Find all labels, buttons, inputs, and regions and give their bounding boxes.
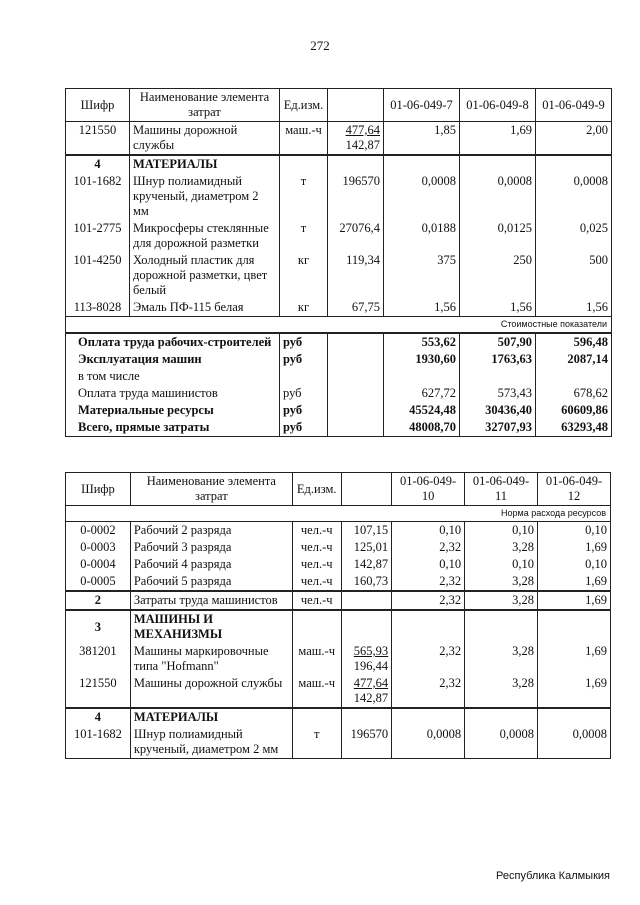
row-code: 0-0005: [66, 573, 131, 591]
table-row: [66, 122, 612, 156]
table-header: [66, 89, 612, 122]
cost-unit: [280, 368, 328, 385]
row-value: 500: [536, 252, 612, 299]
row-name: Рабочий 3 разряда: [130, 539, 292, 556]
row-price: 27076,4: [328, 220, 384, 252]
row-price: 142,87: [341, 556, 392, 573]
row-name: Эмаль ПФ-115 белая: [130, 299, 280, 317]
price-bottom: 142,87: [353, 691, 389, 705]
price-top: 565,93: [353, 644, 389, 658]
cost-name: Всего, прямые затраты: [66, 419, 280, 437]
table-header: [66, 473, 611, 506]
cost-name: Материальные ресурсы: [66, 402, 280, 419]
section-code: 4: [66, 708, 131, 726]
header-price: [341, 473, 392, 506]
header-price: [328, 89, 384, 122]
cost-value: 678,62: [536, 385, 612, 402]
row-unit: чел.-ч: [292, 539, 341, 556]
cost-name: Оплата труда машинистов: [66, 385, 280, 402]
row-price: 67,75: [328, 299, 384, 317]
table-row: [66, 556, 611, 573]
cost-label: Стоимостные показатели: [66, 317, 612, 334]
row-value: 0,10: [392, 556, 465, 573]
cost-value: 2087,14: [536, 351, 612, 368]
row-value: 0,0008: [460, 173, 536, 220]
row-price: 107,15: [341, 522, 392, 540]
row-name: Шнур полиамидный крученый, диаметром 2 мм: [130, 726, 292, 759]
row-value: 2,32: [392, 675, 465, 708]
row-value: 2,00: [536, 122, 612, 156]
row-value: 3,28: [465, 643, 538, 675]
table-row: [66, 643, 611, 675]
row-unit: кг: [280, 299, 328, 317]
cost-value: [536, 368, 612, 385]
page-number: 272: [310, 38, 330, 53]
row-value: 0,10: [465, 522, 538, 540]
row-value: 1,69: [538, 643, 611, 675]
table-row: [66, 522, 611, 540]
row-value: 0,025: [536, 220, 612, 252]
row-value: 0,10: [392, 522, 465, 540]
row-value: 1,56: [460, 299, 536, 317]
row-value: 1,69: [538, 591, 611, 610]
row-code: 101-1682: [66, 173, 130, 220]
row-unit: т: [280, 220, 328, 252]
row-unit: т: [280, 173, 328, 220]
cost-unit: руб: [280, 333, 328, 351]
row-code: 121550: [66, 122, 130, 156]
table-row-operators: [66, 591, 611, 610]
header-col-2: 01-06-049-8: [460, 89, 536, 122]
cost-value: 48008,70: [384, 419, 460, 437]
cost-row: [66, 402, 612, 419]
cost-value: 45524,48: [384, 402, 460, 419]
header-col-3: 01-06-049-9: [536, 89, 612, 122]
row-code: 101-2775: [66, 220, 130, 252]
cost-row: [66, 333, 612, 351]
row-value: 1,56: [536, 299, 612, 317]
row-unit: маш.-ч: [280, 122, 328, 156]
row-value: 0,10: [538, 556, 611, 573]
section-title: МАШИНЫ И МЕХАНИЗМЫ: [130, 610, 292, 643]
row-value: 0,0008: [465, 726, 538, 759]
cost-row: [66, 368, 612, 385]
header-name: Наименование элемента затрат: [130, 89, 280, 122]
footer-region: Республика Калмыкия: [496, 870, 610, 882]
section-code: 3: [66, 610, 131, 643]
row-value: 0,0008: [536, 173, 612, 220]
cost-value: 30436,40: [460, 402, 536, 419]
price-bottom: 196,44: [353, 659, 389, 673]
table-row: [66, 539, 611, 556]
row-price: 160,73: [341, 573, 392, 591]
row-value: 0,0008: [538, 726, 611, 759]
row-name: Шнур полиамидный крученый, диаметром 2 мм: [130, 173, 280, 220]
table-row: [66, 220, 612, 252]
header-code: Шифр: [66, 473, 131, 506]
row-value: 1,56: [384, 299, 460, 317]
row-unit: чел.-ч: [292, 573, 341, 591]
row-name: Микросферы стеклянные для дорожной разметки: [130, 220, 280, 252]
table-row: [66, 573, 611, 591]
header-code: Шифр: [66, 89, 130, 122]
row-value: 3,28: [465, 573, 538, 591]
table-row: [66, 252, 612, 299]
cost-row: [66, 419, 612, 437]
cost-name: Эксплуатация машин: [66, 351, 280, 368]
section-header-materials: [66, 155, 612, 173]
cost-name: в том числе: [66, 368, 280, 385]
row-price: [341, 675, 392, 708]
price-top: 477,64: [353, 676, 389, 690]
price-top: 477,64: [345, 123, 380, 137]
row-value: 2,32: [392, 539, 465, 556]
cost-row: [66, 385, 612, 402]
table-row: [66, 173, 612, 220]
cost-value: 573,43: [460, 385, 536, 402]
cost-value: 1930,60: [384, 351, 460, 368]
table-row: [66, 299, 612, 317]
header-col-1: 01-06-049-10: [392, 473, 465, 506]
section-title: МАТЕРИАЛЫ: [130, 155, 280, 173]
row-code: 121550: [66, 675, 131, 708]
cost-value: 63293,48: [536, 419, 612, 437]
table-row: [66, 726, 611, 759]
row-name: Машины маркировочные типа "Hofmann": [130, 643, 292, 675]
row-name: Машины дорожной службы: [130, 122, 280, 156]
row-code: 0-0003: [66, 539, 131, 556]
section-header-machines: [66, 610, 611, 643]
row-code: 0-0002: [66, 522, 131, 540]
section-code: 4: [66, 155, 130, 173]
cost-value: [460, 368, 536, 385]
row-price: [328, 122, 384, 156]
cost-value: [384, 368, 460, 385]
cost-value: 627,72: [384, 385, 460, 402]
row-value: 1,69: [538, 675, 611, 708]
row-value: 250: [460, 252, 536, 299]
header-col-2: 01-06-049-11: [465, 473, 538, 506]
row-unit: т: [292, 726, 341, 759]
cost-label-row: [66, 317, 612, 334]
row-code: 101-1682: [66, 726, 131, 759]
row-value: 0,0125: [460, 220, 536, 252]
row-unit: кг: [280, 252, 328, 299]
row-value: 2,32: [392, 591, 465, 610]
cost-unit: руб: [280, 351, 328, 368]
cost-unit: руб: [280, 402, 328, 419]
row-value: 1,85: [384, 122, 460, 156]
row-value: 3,28: [465, 591, 538, 610]
norm-label-row: [66, 506, 611, 522]
row-price: 125,01: [341, 539, 392, 556]
cost-name: Оплата труда рабочих-строителей: [66, 333, 280, 351]
row-unit: чел.-ч: [292, 522, 341, 540]
header-unit: Ед.изм.: [280, 89, 328, 122]
cost-value: 60609,86: [536, 402, 612, 419]
row-code: 381201: [66, 643, 131, 675]
resource-table-1: [65, 88, 612, 437]
resource-table-2: [65, 472, 611, 759]
row-value: 0,10: [465, 556, 538, 573]
row-price: 119,34: [328, 252, 384, 299]
header-col-3: 01-06-049-12: [538, 473, 611, 506]
header-name: Наименование элемента затрат: [130, 473, 292, 506]
header-unit: Ед.изм.: [292, 473, 341, 506]
row-code: 101-4250: [66, 252, 130, 299]
header-col-1: 01-06-049-7: [384, 89, 460, 122]
norm-label: Норма расхода ресурсов: [66, 506, 611, 522]
row-name: Рабочий 5 разряда: [130, 573, 292, 591]
row-value: 1,69: [538, 539, 611, 556]
row-unit: маш.-ч: [292, 675, 341, 708]
row-value: 1,69: [538, 573, 611, 591]
section-header-materials: [66, 708, 611, 726]
cost-value: 596,48: [536, 333, 612, 351]
row-value: 3,28: [465, 539, 538, 556]
row-unit: чел.-ч: [292, 591, 341, 610]
row-value: 2,32: [392, 573, 465, 591]
row-value: 1,69: [460, 122, 536, 156]
table-row: [66, 675, 611, 708]
cost-value: 507,90: [460, 333, 536, 351]
row-price: [341, 643, 392, 675]
price-bottom: 142,87: [345, 138, 380, 152]
row-value: 2,32: [392, 643, 465, 675]
row-name: Рабочий 2 разряда: [130, 522, 292, 540]
row-value: 375: [384, 252, 460, 299]
row-value: 0,0188: [384, 220, 460, 252]
row-value: 0,10: [538, 522, 611, 540]
row-value: 0,0008: [384, 173, 460, 220]
section-title: МАТЕРИАЛЫ: [130, 708, 292, 726]
cost-unit: руб: [280, 419, 328, 437]
row-unit: маш.-ч: [292, 643, 341, 675]
cost-row: [66, 351, 612, 368]
row-name: Затраты труда машинистов: [130, 591, 292, 610]
row-name: Холодный пластик для дорожной разметки, цвет белый: [130, 252, 280, 299]
row-code: 113-8028: [66, 299, 130, 317]
cost-value: 553,62: [384, 333, 460, 351]
row-price: 196570: [341, 726, 392, 759]
row-code: 0-0004: [66, 556, 131, 573]
row-price: 196570: [328, 173, 384, 220]
row-value: 0,0008: [392, 726, 465, 759]
row-value: 3,28: [465, 675, 538, 708]
row-code: 2: [66, 591, 131, 610]
cost-value: 32707,93: [460, 419, 536, 437]
row-name: Машины дорожной службы: [130, 675, 292, 708]
cost-unit: руб: [280, 385, 328, 402]
cost-value: 1763,63: [460, 351, 536, 368]
row-name: Рабочий 4 разряда: [130, 556, 292, 573]
row-unit: чел.-ч: [292, 556, 341, 573]
